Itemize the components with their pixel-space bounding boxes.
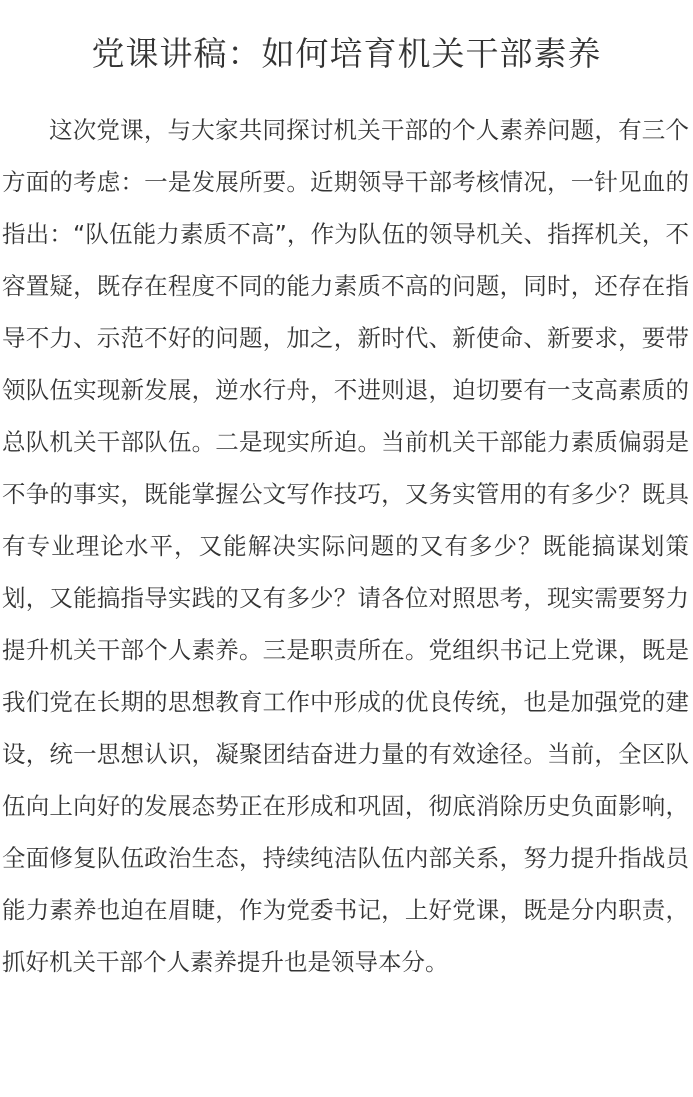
document-title: 党课讲稿：如何培育机关干部素养: [91, 34, 602, 73]
document-body-paragraph: 这次党课，与大家共同探讨机关干部的个人素养问题，有三个方面的考虑：一是发展所要。近期领导干部考核情况，一针见血的指出：“队伍能力素质不高”，作为队伍的领导机关、指挥机关，不容置疑，既存在程度不同的能力素质不高的问题，同时，还存在指导不力、示范不好的问题，加之，新时代、新使命、新要求，要带领队伍实现新发展，逆水行舟，不进则退，迫切要有一支高素质的总队机关干部队伍。二是现实所迫。当前机关干部能力素质偏弱是不争的事实，既能掌握公文写作技巧，又务实管用的有多少？既具有专业理论水平，又能解决实际问题的又有多少？既能搞谋划策划，又能搞指导实践的又有多少？请各位对照思考，现实需要努力提升机关干部个人素养。三是职责所在。党组织书记上党课，既是我们党在长期的思想教育工作中形成的优良传统，也是加强党的建设，统一思想认识，凝聚团结奋进力量的有效途径。当前，全区队伍向上向好的发展态势正在形成和巩固，彻底消除历史负面影响，全面修复队伍政治生态，持续纯洁队伍内部关系，努力提升指战员能力素养也迫在眉睫，作为党委书记，上好党课，既是分内职责，抓好机关干部个人素养提升也是领导本分。: [2, 116, 689, 976]
